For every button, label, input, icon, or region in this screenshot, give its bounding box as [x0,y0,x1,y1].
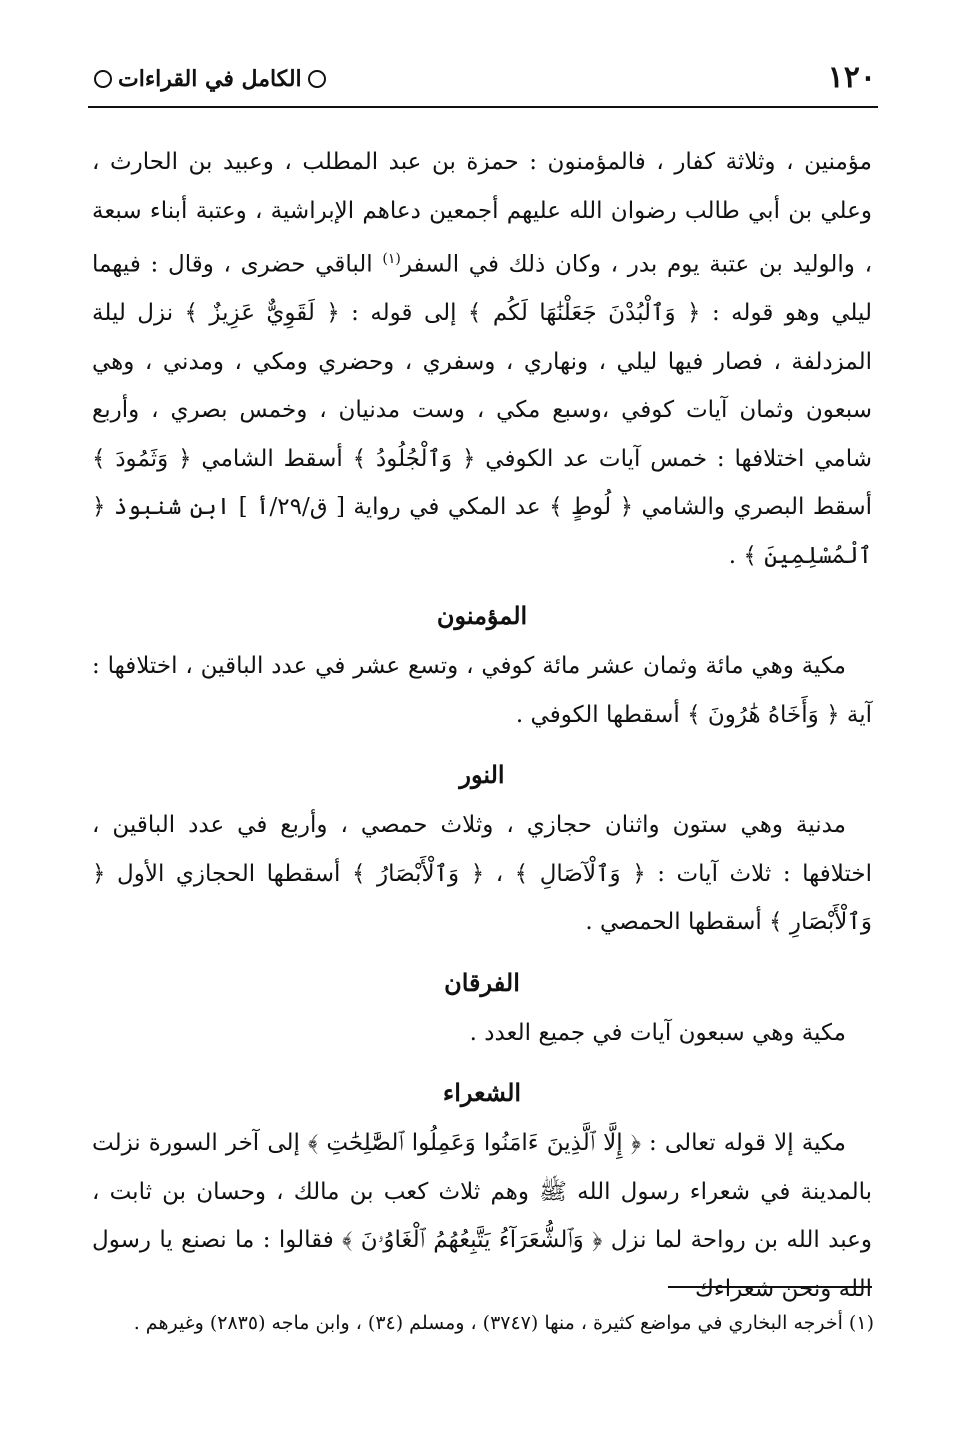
running-title [88,66,332,92]
section-heading-muminun: المؤمنون [436,601,528,631]
section-heading-nur: النور [459,760,505,790]
footnote-rule [668,1286,872,1288]
circle-ornament-icon [94,70,112,88]
section-heading-furqan: الفرقان [444,967,520,997]
running-title-text: الكامل في القراءات [118,66,302,92]
header-rule [88,106,878,108]
footnote: (١) أخرجه البخاري في مواضع كثيرة ، منها (٣٧٤٧) ، ومسلم (٣٤) ، وابن ماجه (٢٨٣٥) وغيرهم . [133,1312,874,1334]
section-text-shuara: مكية إلا قوله تعالى : ﴿ إِلَّا ٱلَّذِينَ ءَامَنُوا وَعَمِلُوا ٱلصَّٰلِحَٰتِ ﴾ إلى آخر السورة نزلت بالمدينة في شعراء رسول الله ﷺ وهم ثلاث كعب بن مالك ، وحسان بن ثابت ، وعبد الله بن رواحة لما نزل ﴿ وَٱلشُّعَرَآءُ يَتَّبِعُهُمُ ٱلْغَاوُۥنَ ﴾ فقالوا : ما نصنع يا رسول الله ونحن شعراءك [92,1130,872,1302]
section-text-furqan: مكية وهي سبعون آيات في جميع العدد . [469,1019,846,1046]
circle-ornament-icon [308,70,326,88]
main-text [92,138,872,1313]
intro-paragraph [92,138,872,580]
section-text-nur: مدنية وهي ستون واثنان حجازي ، وثلاث حمصي ، وأربع في عدد الباقين ، اختلافها : ثلاث آيات : ﴿ وَٱلْآصَالِ ﴾ ، ﴿ وَٱلْأَبْصَارُ ﴾ أسقطها الحجازي الأول ﴿ وَٱلْأَبْصَارِ ﴾ أسقطها الحمصي . [92,812,872,936]
section-text-muminun: مكية وهي مائة وثمان عشر مائة كوفي ، وتسع عشر في عدد الباقين ، اختلافها : آية ﴿ وَأَخَاهُ هَٰرُونَ ﴾ أسقطها الكوفي . [92,653,872,728]
page-header [88,58,876,98]
intro-text-part1: مؤمنين ، وثلاثة كفار ، فالمؤمنون : حمزة بن عبد المطلب ، وعبيد بن الحارث ، وعلي بن أبي طالب رضوان الله عليهم أجمعين دعاهم الإبراشية ، وعتبة أبناء سبعة ، والوليد بن عتبة يوم بدر ، وكان ذلك في السفر [92,149,872,278]
footnote-marker[interactable]: (١) [382,251,401,267]
section-heading-shuara: الشعراء [442,1078,522,1108]
page-number: ١٢٠ [827,60,876,95]
intro-text-part2: الباقي حضرى ، وقال : فيهما ليلي وهو قوله : ﴿ وَٱلْبُدْنَ جَعَلْنَٰهَا لَكُم ﴾ إلى قوله : ﴿ لَقَوِيٌّ عَزِيزٌ ﴾ نزل ليلة المزدلفة ، فصار فيها ليلي ، ونهاري ، وسفري ، وحضري ومكي ، ومدني ، وهي سبعون وثمان آيات كوفي ،وسبع مكي ، وست مدنيان ، وخمس بصري ، وأربع شامي اختلافها : خمس آيات عد الكوفي ﴿ وَٱلْجُلُودُ ﴾ أسقط الشامي ﴿ وَثَمُودَ ﴾ أسقط البصري والشامي ﴿ لُوطٍ ﴾ عد المكي في رواية [ ق/٢٩/أ ] ابن شنبوذ ﴿ ٱلْمُسْلِمِينَ ﴾ . [92,251,873,569]
